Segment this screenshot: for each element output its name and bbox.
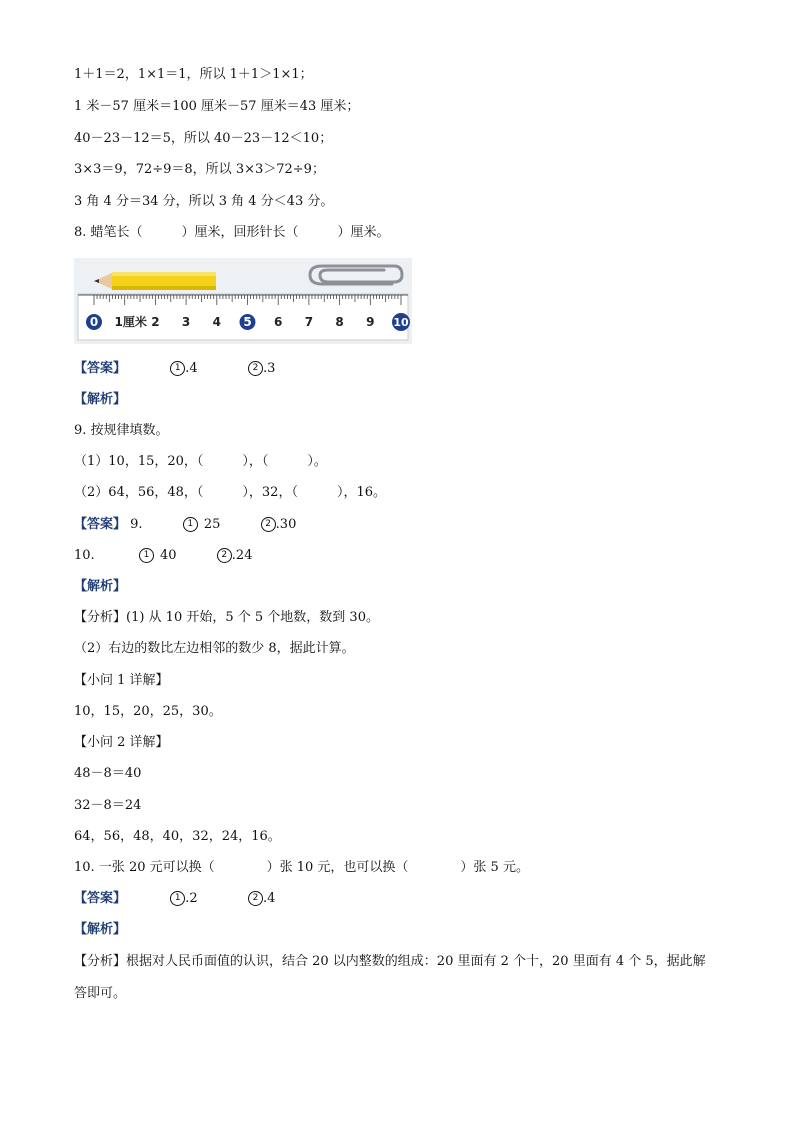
circle-number-marker: 2 xyxy=(248,361,263,376)
answer-value: 40 xyxy=(159,548,177,563)
question-10-stem: 10. 一张 20 元可以换（ ）张 10 元，也可以换（ ）张 5 元。 xyxy=(74,860,529,875)
answer-prefix: 9. xyxy=(130,517,143,532)
ruler-label: 3 xyxy=(181,315,191,329)
analysis-text: 【分析】根据对人民币面值的认识，结合 20 以内整数的组成：20 里面有 2 个十，20 里面有 4 个 5，据此解 xyxy=(74,954,706,969)
calculation: 48－8＝40 xyxy=(74,766,142,781)
text-line: 40－23－12＝5，所以 40－23－12＜10； xyxy=(74,131,333,146)
analysis-label: 【解析】 xyxy=(74,579,127,594)
analysis-label: 【解析】 xyxy=(74,922,127,937)
analysis-label: 【解析】 xyxy=(74,392,127,407)
question-9-part-1: （1）10，15，20，（ ），（ ）。 xyxy=(74,454,327,469)
circle-number-marker: 1 xyxy=(170,891,185,906)
text-line: 3 角 4 分＝34 分，所以 3 角 4 分＜43 分。 xyxy=(74,194,334,209)
answer-value: 25 xyxy=(203,517,221,532)
circle-number-marker: 2 xyxy=(261,517,276,532)
detail-label: 【小问 1 详解】 xyxy=(74,673,169,688)
pencil-icon xyxy=(94,272,216,290)
answer-value: .2 xyxy=(185,891,198,906)
answer-label: 【答案】 xyxy=(74,891,127,906)
q9-answer-line-2 xyxy=(74,547,252,565)
ruler-label: 10 xyxy=(393,316,409,329)
circle-number-marker: 2 xyxy=(217,548,232,563)
detail-label: 【小问 2 详解】 xyxy=(74,735,169,750)
ruler-label: 1厘米 xyxy=(114,315,147,329)
ruler-label: 4 xyxy=(212,315,221,329)
answer-value: .24 xyxy=(231,548,253,563)
q9-answer-line xyxy=(74,516,296,534)
ruler-label: 7 xyxy=(304,315,314,329)
q8-answer-line xyxy=(74,360,275,378)
question-9-part-2: （2）64，56，48，（ ），32，（ ），16。 xyxy=(74,485,386,500)
circle-number-marker: 1 xyxy=(170,361,185,376)
ruler-label: 9 xyxy=(366,315,375,329)
answer-value: .30 xyxy=(275,517,297,532)
question-9-stem: 9. 按规律填数。 xyxy=(74,423,169,438)
ruler-illustration xyxy=(74,258,412,344)
ruler-label: 8 xyxy=(335,315,344,329)
answer-label: 【答案】 xyxy=(74,517,127,532)
calculation: 32－8＝24 xyxy=(74,798,142,813)
answer-value: .4 xyxy=(185,361,198,376)
analysis-text: 【分析】(1) 从 10 开始，5 个 5 个地数，数到 30。 xyxy=(74,610,379,625)
ruler-figure xyxy=(74,258,412,344)
circle-number-marker: 2 xyxy=(248,891,263,906)
answer-value: .3 xyxy=(262,361,276,376)
analysis-text: 答即可。 xyxy=(74,986,127,1001)
text-line: 1＋1＝2，1×1＝1，所以 1＋1＞1×1； xyxy=(74,67,313,82)
detail-text: 10，15，20，25，30。 xyxy=(74,704,222,719)
answer-value: .4 xyxy=(262,891,276,906)
ruler-label: 2 xyxy=(151,315,160,329)
question-8-stem: 8. 蜡笔长（ ）厘米，回形针长（ ）厘米。 xyxy=(74,225,390,240)
answer-prefix: 10. xyxy=(74,548,95,563)
q10-answer-line xyxy=(74,890,275,908)
text-line: 1 米－57 厘米＝100 厘米－57 厘米＝43 厘米； xyxy=(74,99,360,114)
answer-label: 【答案】 xyxy=(74,361,127,376)
circle-number-marker: 1 xyxy=(139,548,154,563)
detail-text: 64，56，48，40，32，24，16。 xyxy=(74,829,281,844)
text-line: 3×3＝9，72÷9＝8，所以 3×3＞72÷9； xyxy=(74,162,325,177)
ruler-label: 0 xyxy=(89,315,99,329)
analysis-text: （2）右边的数比左边相邻的数少 8，据此计算。 xyxy=(74,641,355,656)
ruler-label: 5 xyxy=(243,315,252,329)
ruler-label: 6 xyxy=(274,315,283,329)
circle-number-marker: 1 xyxy=(183,517,198,532)
